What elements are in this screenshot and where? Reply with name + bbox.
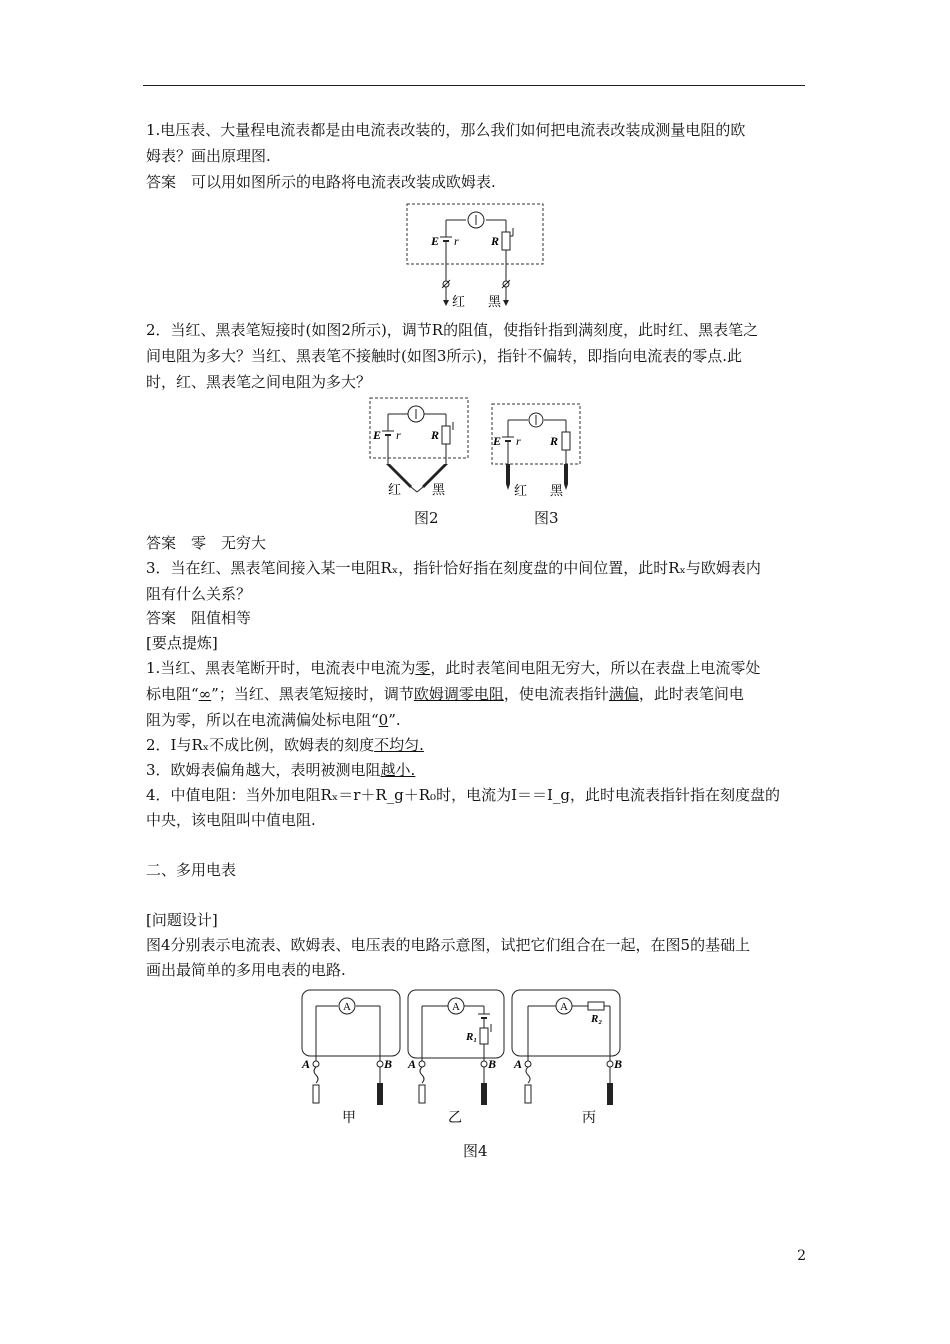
q3-line2: 阻有什么关系？ (146, 585, 252, 603)
fig4-bing-A: A (514, 1057, 523, 1071)
page-number: 2 (797, 1248, 806, 1264)
fig4-meter-yi: A (452, 1001, 460, 1013)
fig1-label-r: r (454, 234, 459, 248)
figure-2-short-circuit (366, 394, 476, 502)
fig1-label-black: 黑 (488, 294, 502, 309)
fig4-label-jia: 甲 (342, 1111, 356, 1126)
fig2-caption: 图2 (414, 509, 439, 527)
summary-heading: [要点提炼] (146, 634, 218, 652)
q2-line1: 2．当红、黑表笔短接时(如图2所示)，调节R的阻值，使指针指到满刻度，此时红、黑表笔之 (146, 321, 759, 339)
section2-line2: 画出最简单的多用电表的电路. (146, 961, 346, 979)
q2-answer: 答案 零 无穷大 (146, 534, 267, 552)
fig4-meter-jia: A (343, 1001, 351, 1013)
fig4-label-yi: 乙 (448, 1111, 462, 1126)
fig4-ohmmeter-circuit (407, 990, 504, 1126)
fig2-label-black: 黑 (432, 482, 446, 497)
fig4-bing-B: B (614, 1057, 623, 1071)
fig4-label-bing: 丙 (582, 1111, 596, 1126)
fig3-label-R: R (550, 434, 559, 448)
fig4-meter-bing: A (560, 1001, 568, 1013)
fig4-ammeter-circuit (301, 990, 400, 1126)
figure-1-ohmmeter-circuit (400, 200, 550, 310)
fig3-label-red: 红 (514, 483, 528, 498)
fig4-voltmeter-circuit (512, 990, 622, 1126)
section2-heading: [问题设计] (146, 911, 218, 929)
fig4-jia-B: B (384, 1057, 393, 1071)
summary-point-1-line2: 标电阻“∞”；当红、黑表笔短接时，调节欧姆调零电阻，使电流表指针满偏，此时表笔间电 (146, 685, 744, 703)
q1-line2: 姆表？画出原理图. (146, 147, 271, 165)
q2-line2: 间电阻为多大？当红、黑表笔不接触时(如图3所示)，指针不偏转，即指向电流表的零点.此 (146, 347, 743, 365)
fig1-label-E: E (431, 234, 440, 248)
q3-line1: 3．当在红、黑表笔间接入某一电阻Rₓ，指针恰好指在刻度盘的中间位置，此时Rₓ与欧姆表内 (146, 559, 761, 577)
summary-point-4-line1: 4．中值电阻：当外加电阻Rₓ＝r＋R_g＋R₀时，电流为I＝＝I_g，此时电流表指针指在刻度盘的 (146, 786, 781, 804)
q2-line3: 时，红、黑表笔之间电阻为多大？ (146, 373, 372, 391)
fig1-label-R: R (491, 234, 500, 248)
q1-answer: 答案 可以用如图所示的电路将电流表改装成欧姆表. (146, 173, 496, 191)
q3-answer: 答案 阻值相等 (146, 609, 252, 627)
fig3-label-r: r (516, 434, 521, 448)
summary-point-4-line2: 中央，该电阻叫中值电阻. (146, 811, 316, 829)
summary-point-3: 3．欧姆表偏角越大，表明被测电阻越小. (146, 761, 416, 779)
fig3-label-black: 黑 (550, 483, 564, 498)
fig2-label-R: R (431, 428, 440, 442)
header-rule (143, 85, 805, 86)
section2-title: 二、多用电表 (146, 861, 237, 879)
q1-line1: 1.电压表、大量程电流表都是由电流表改装的，那么我们如何把电流表改装成测量电阻的欧 (146, 121, 746, 139)
fig4-jia-A: A (302, 1057, 311, 1071)
summary-point-1-line3: 阻为零，所以在电流满偏处标电阻“0”. (146, 711, 401, 729)
fig3-label-E: E (493, 434, 502, 448)
fig4-yi-A: A (408, 1057, 417, 1071)
fig1-label-red: 红 (452, 294, 466, 309)
figure-4-meter-circuits (298, 988, 628, 1138)
fig2-label-r: r (396, 428, 401, 442)
fig4-yi-B: B (488, 1057, 497, 1071)
fig3-caption: 图3 (534, 509, 559, 527)
fig4-label-R1: R₁ (466, 1031, 478, 1043)
summary-point-1-line1: 1.当红、黑表笔断开时，电流表中电流为零，此时表笔间电阻无穷大，所以在表盘上电流零处 (146, 659, 761, 677)
fig2-label-red: 红 (388, 482, 402, 497)
figure-3-open-circuit (488, 400, 588, 500)
fig2-label-E: E (373, 428, 382, 442)
fig4-caption: 图4 (463, 1142, 488, 1160)
fig4-label-R2: R₂ (591, 1013, 603, 1025)
summary-point-2: 2．I与Rₓ不成比例，欧姆表的刻度不均匀. (146, 736, 424, 754)
section2-line1: 图4分别表示电流表、欧姆表、电压表的电路示意图，试把它们组合在一起，在图5的基础上 (146, 936, 751, 954)
